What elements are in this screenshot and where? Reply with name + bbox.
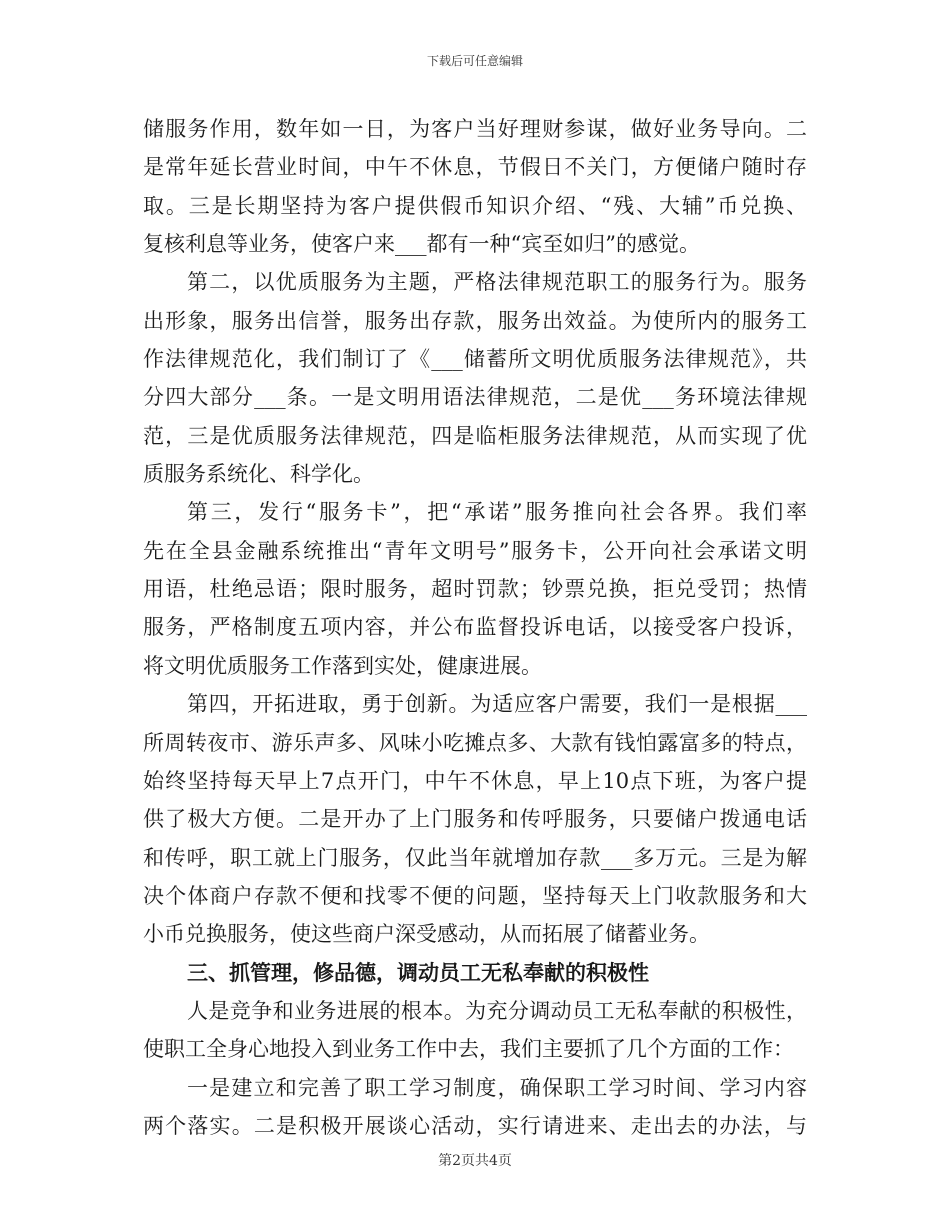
body-line: 所周转夜市、游乐声多、风味小吃摊点多、大款有钱怕露富多的特点，: [143, 730, 807, 755]
section-heading: 三、抓管理，修品德，调动员工无私奉献的积极性: [187, 959, 649, 985]
body-line: 作法律规范化，我们制订了《___储蓄所文明优质服务法律规范》，共: [143, 347, 807, 372]
body-line: 始终坚持每天早上7点开门，中午不休息，早上10点下班，为客户提: [143, 768, 807, 793]
body-line: 储服务作用，数年如一日，为客户当好理财参谋，做好业务导向。二: [143, 117, 807, 141]
body-line: 和传呼，职工就上门服务，仅此当年就增加存款___多万元。三是为解: [143, 845, 807, 870]
paragraph-start: 第三，发行“服务卡”，把“承诺”服务推向社会各界。我们率: [187, 500, 807, 525]
body-line: 决个体商户存款不便和找零不便的问题，坚持每天上门收款服务和大: [143, 883, 807, 908]
body-line: 先在全县金融系统推出“青年文明号”服务卡，公开向社会承诺文明: [143, 538, 807, 563]
body-line: 用语，杜绝忌语；限时服务，超时罚款；钞票兑换，拒兑受罚；热情: [143, 577, 807, 602]
paragraph-start: 人是竞争和业务进展的根本。为充分调动员工无私奉献的积极性，: [187, 998, 807, 1023]
page-header: 下载后可任意编辑: [426, 54, 523, 68]
body-line: 小币兑换服务，使这些商户深受感动，从而拓展了储蓄业务。: [143, 922, 710, 947]
body-line: 两个落实。二是积极开展谈心活动，实行请进来、走出去的办法，与: [143, 1113, 807, 1138]
body-line: 复核利息等业务，使客户来___都有一种“宾至如归”的感觉。: [143, 232, 700, 257]
body-line: 质服务系统化、科学化。: [143, 462, 374, 487]
body-line: 供了极大方便。二是开办了上门服务和传呼服务，只要储户拨通电话: [143, 807, 807, 832]
body-line: 分四大部分___条。一是文明用语法律规范，二是优___务环境法律规: [143, 385, 807, 410]
body-line: 将文明优质服务工作落到实处，健康进展。: [143, 653, 542, 678]
page-footer: 第2页共4页: [438, 1153, 512, 1169]
body-line: 取。三是长期坚持为客户提供假币知识介绍、“残、大辅”币兑换、: [143, 193, 807, 218]
body-line: 服务，严格制度五项内容，并公布监督投诉电话，以接受客户投诉，: [143, 615, 807, 640]
body-line: 范，三是优质服务法律规范，四是临柜服务法律规范，从而实现了优: [143, 423, 807, 448]
paragraph-start: 第四，开拓进取，勇于创新。为适应客户需要，我们一是根据___: [187, 692, 807, 717]
paragraph-start: 第二，以优质服务为主题，严格法律规范职工的服务行为。服务: [187, 270, 807, 295]
body-line: 出形象，服务出信誉，服务出存款，服务出效益。为使所内的服务工: [143, 308, 807, 333]
paragraph-start: 一是建立和完善了职工学习制度，确保职工学习时间、学习内容: [187, 1075, 807, 1100]
document-body: [143, 110, 807, 1145]
body-line: 使职工全身心地投入到业务工作中去，我们主要抓了几个方面的工作：: [143, 1037, 794, 1062]
body-line: 是常年延长营业时间，中午不休息，节假日不关门，方便储户随时存: [143, 155, 807, 180]
